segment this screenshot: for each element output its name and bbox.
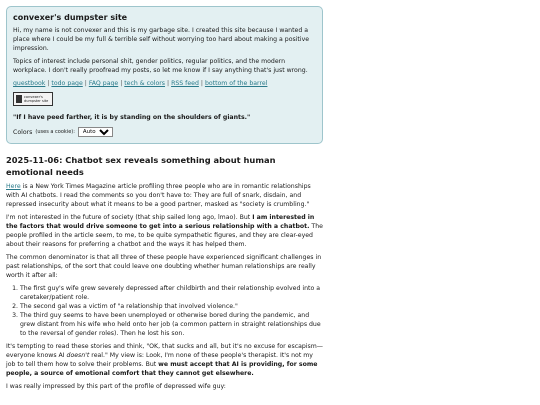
post-title: 2025-11-06: Chatbot sex reveals something about human emotional needs bbox=[6, 155, 276, 177]
p1-text: is a New York Times Magazine article profiling three people who are in romantic relationships with AI chatbots. I read the comments so you don't have to: They are full of snark, disdain, and repressed insecurity about what it means to be a good partner, masked as "society is crumbling." bbox=[6, 183, 311, 208]
article-link[interactable]: Here bbox=[6, 183, 21, 190]
colors-note: (uses a cookie): bbox=[35, 128, 75, 135]
link-separator: | bbox=[200, 80, 203, 87]
badge-label: convexer's dumpster site bbox=[24, 95, 49, 103]
guestbook-link[interactable]: guestbook bbox=[13, 80, 46, 87]
profile-list bbox=[6, 284, 323, 338]
intro-paragraph: Hi, my name is not convexer and this is my garbage site. I created this site because I wanted a place where I could be my full & terrible self without worrying too hard about making a positive impression. bbox=[13, 27, 310, 52]
post-paragraph-3: The common denominator is that all three of these people have experienced significant challenges in past relationships, of the sort that could leave one doubting whether human relationships are really worth it after all: bbox=[6, 254, 322, 279]
link-separator: | bbox=[47, 80, 50, 87]
list-item: 2. The second gal was a victim of "a relationship that involved violence." bbox=[20, 302, 323, 311]
topics-paragraph: Topics of interest include personal shit, gender politics, regular politics, and the modern workplace. I don't really proofread my posts, so let me know if I say anything that's just wrong. bbox=[13, 58, 308, 74]
post-paragraph-4 bbox=[6, 342, 323, 378]
p4-bold: we must accept that AI is providing, for some people, a source of emotional comfort that they cannot get elsewhere. bbox=[6, 361, 318, 377]
faq-page-link[interactable]: FAQ page bbox=[88, 80, 119, 87]
p2-text-b: The people profiled in the article seem, to me, to be quite sympathetic figures, and they are clear-eyed about their reasons for preferring a chatbot and the ways it has helped them. bbox=[6, 223, 323, 248]
bottom-of-barrel-link[interactable]: bottom of the barrel bbox=[204, 80, 268, 87]
rss-feed-link[interactable]: RSS feed bbox=[171, 80, 199, 87]
link-separator: | bbox=[84, 80, 87, 87]
list-item: 1. The first guy's wife grew severely depressed after childbirth and their relationship evolved into a caretaker/patient role. bbox=[20, 284, 323, 302]
post-paragraph-2 bbox=[6, 213, 323, 249]
site-title: convexer's dumpster site bbox=[13, 13, 128, 22]
page-content bbox=[6, 6, 323, 395]
colors-select[interactable] bbox=[78, 127, 113, 137]
nav-links bbox=[13, 79, 316, 88]
post-paragraph-5: I was really impressed by this part of the profile of depressed wife guy: bbox=[6, 383, 226, 390]
colors-label: Colors bbox=[13, 128, 33, 136]
site-badge[interactable] bbox=[13, 92, 53, 106]
tech-colors-link[interactable]: tech & colors bbox=[124, 80, 166, 87]
p4-emphasis: doesn't bbox=[66, 352, 90, 359]
header-quote: "If I have peed farther, it is by standing on the shoulders of giants." bbox=[13, 114, 251, 121]
todo-page-link[interactable]: todo page bbox=[51, 80, 83, 87]
p2-bold: I am interested in the factors that would drive someone to get into a serious relationship with a chatbot. bbox=[6, 214, 315, 230]
link-separator: | bbox=[167, 80, 170, 87]
dumpster-icon bbox=[16, 95, 22, 103]
p4-text-a: It's tempting to read these stories and think, "OK, that sucks and all, but it's no excuse for escapism—everyone knows AI bbox=[6, 343, 323, 359]
site-header-box bbox=[6, 6, 323, 144]
post-paragraph-1 bbox=[6, 182, 323, 209]
p4-text-b: real." My view is: Look, I'm none of these people's therapist. It's not my job to tell them how to solve their problems. But bbox=[6, 352, 313, 368]
colors-setting bbox=[13, 127, 316, 137]
link-separator: | bbox=[120, 80, 123, 87]
p2-text-a: I'm not interested in the future of society (that ship sailed long ago, lmao). But bbox=[6, 214, 253, 221]
list-item: 3. The third guy seems to have been unemployed or otherwise bored during the pandemic, and grew distant from his wife who held onto her job (a common pattern in straight relationships due to the reversal of gender roles). Then he lost his son. bbox=[20, 311, 323, 338]
